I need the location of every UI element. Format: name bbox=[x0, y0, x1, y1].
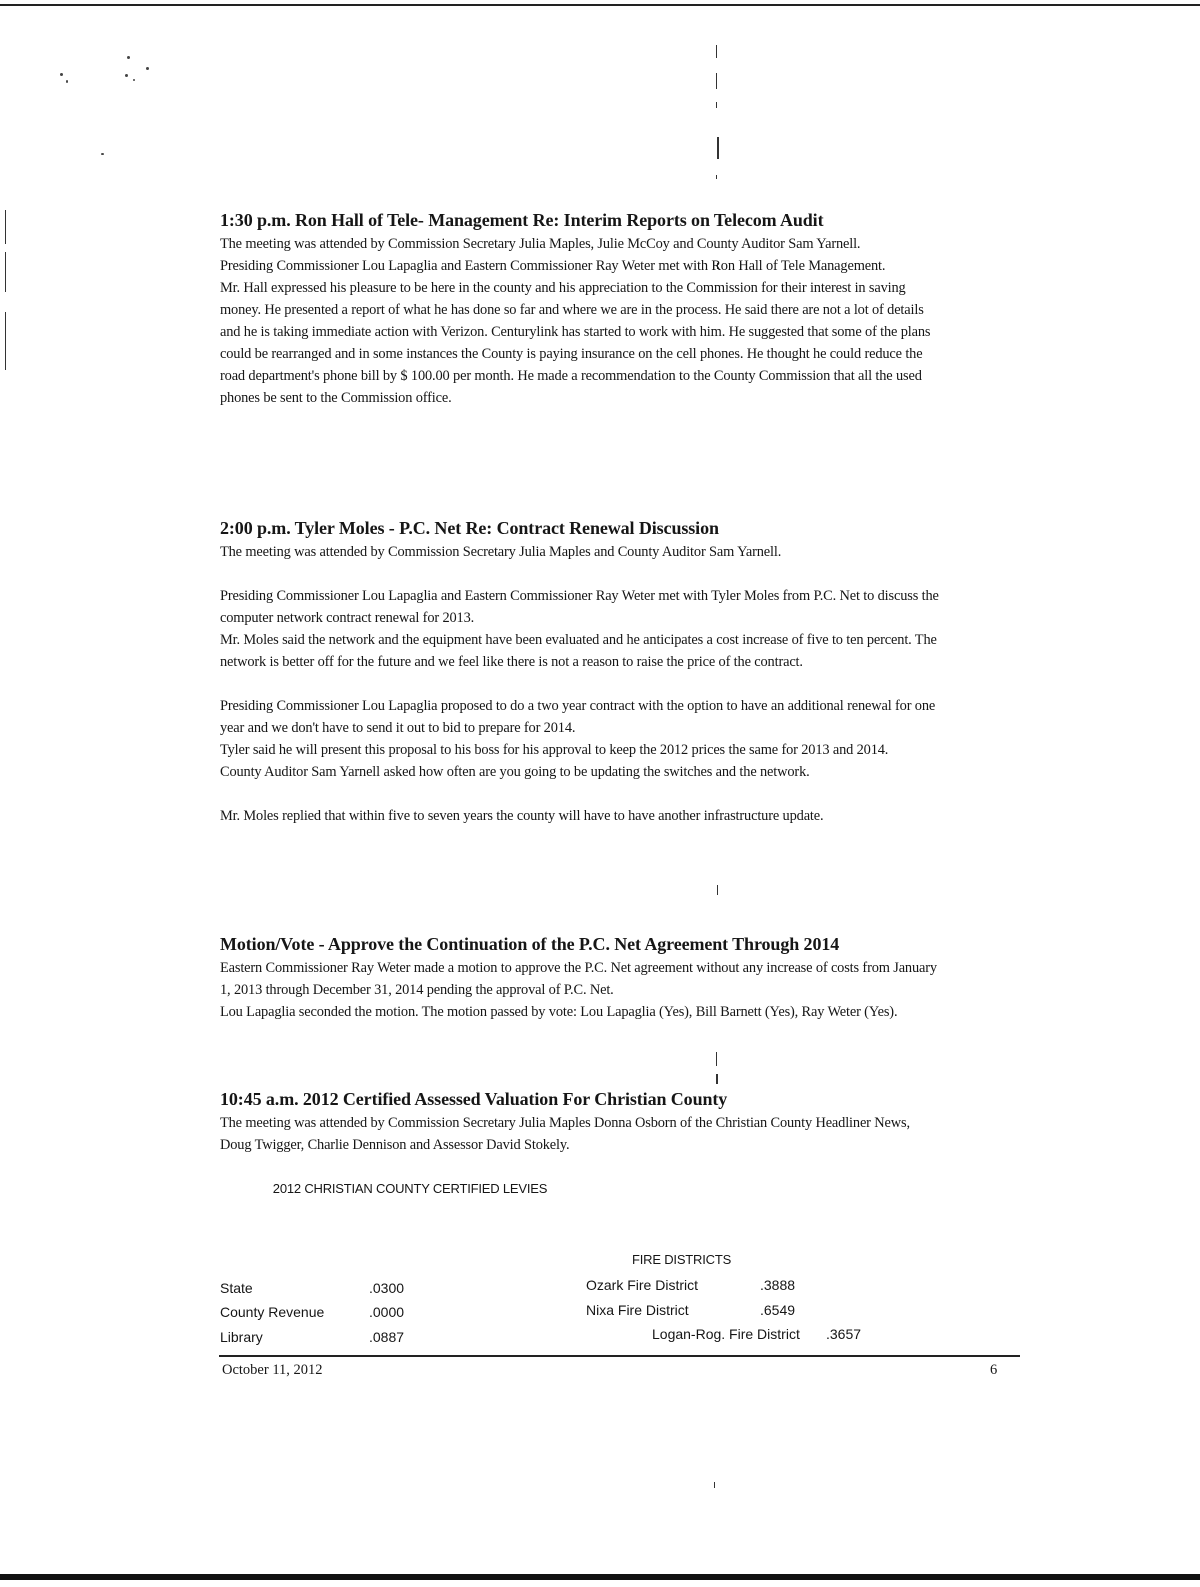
paragraph: Mr. Moles replied that within five to seven years the county will have to have another infrastructure update. bbox=[220, 808, 824, 824]
fire-district-value: .6549 bbox=[760, 1302, 796, 1318]
scan-mark bbox=[717, 137, 719, 159]
scan-mark bbox=[716, 175, 717, 179]
section-contract-renewal bbox=[220, 517, 940, 827]
paragraph: Presiding Commissioner Lou Lapaglia and Eastern Commissioner Ray Weter met with Ron Hall of Tele Management. bbox=[220, 258, 886, 274]
levy-name: State bbox=[220, 1280, 253, 1296]
paragraph: Presiding Commissioner Lou Lapaglia proposed to do a two year contract with the option to have an additional renewal for one year and we don't have to send it out to bid to prepare for 2014. bbox=[220, 698, 936, 736]
scan-speck bbox=[125, 74, 128, 77]
paragraph: Mr. Moles said the network and the equipment have been evaluated and he anticipates a cost increase of five to ten percent. The network is better off for the future and we feel like there is not a reason to raise the price of the contract. bbox=[220, 632, 937, 670]
fire-district-name: Logan-Rog. Fire District bbox=[652, 1326, 800, 1342]
scan-mark bbox=[716, 45, 717, 58]
fire-district-name: Ozark Fire District bbox=[586, 1277, 698, 1293]
fire-districts-title: FIRE DISTRICTS bbox=[632, 1252, 732, 1267]
section-heading: Motion/Vote - Approve the Continuation of the P.C. Net Agreement Through 2014 bbox=[220, 934, 840, 954]
scan-mark bbox=[717, 885, 718, 895]
levy-value: .0300 bbox=[369, 1280, 405, 1296]
levy-name: Library bbox=[220, 1329, 263, 1345]
scan-speck bbox=[146, 67, 149, 70]
scan-mark bbox=[716, 1052, 717, 1066]
margin-mark bbox=[5, 312, 6, 370]
paragraph: Tyler said he will present this proposal to his boss for his approval to keep the 2012 prices the same for 2013 and 2014. bbox=[220, 742, 889, 758]
levy-name: County Revenue bbox=[220, 1304, 325, 1320]
scan-mark bbox=[716, 102, 717, 108]
section-heading: 1:30 p.m. Ron Hall of Tele- Management Re: Interim Reports on Telecom Audit bbox=[220, 210, 824, 230]
paragraph: The meeting was attended by Commission Secretary Julia Maples Donna Osborn of the Christian County Headliner News, Doug Twigger, Charlie Dennison and Assessor David Stokely. bbox=[220, 1115, 910, 1153]
bottom-edge-rule bbox=[0, 1574, 1200, 1580]
scan-speck bbox=[133, 79, 135, 81]
section-heading: 2:00 p.m. Tyler Moles - P.C. Net Re: Contract Renewal Discussion bbox=[220, 518, 719, 538]
footer-date: October 11, 2012 bbox=[222, 1362, 323, 1378]
scan-mark bbox=[716, 73, 717, 89]
fire-district-value: .3657 bbox=[826, 1326, 862, 1342]
section-telecom-audit bbox=[220, 209, 940, 409]
scan-mark bbox=[716, 1074, 718, 1084]
paragraph: Lou Lapaglia seconded the motion. The motion passed by vote: Lou Lapaglia (Yes), Bill Barnett (Yes), Ray Weter (Yes). bbox=[220, 1004, 898, 1020]
margin-mark bbox=[5, 252, 6, 292]
section-assessed-valuation bbox=[220, 1088, 940, 1156]
top-edge-rule bbox=[0, 4, 1200, 6]
section-heading: 10:45 a.m. 2012 Certified Assessed Valuation For Christian County bbox=[220, 1089, 728, 1109]
fire-district-name: Nixa Fire District bbox=[586, 1302, 689, 1318]
section-motion-vote bbox=[220, 933, 940, 1023]
paragraph: Eastern Commissioner Ray Weter made a motion to approve the P.C. Net agreement without any increase of costs from January 1, 2013 through December 31, 2014 pending the approval of P.C. Net. bbox=[220, 960, 937, 998]
scan-speck bbox=[127, 56, 130, 59]
scan-speck bbox=[66, 80, 68, 83]
paragraph: Presiding Commissioner Lou Lapaglia and Eastern Commissioner Ray Weter met with Tyler Moles from P.C. Net to discuss the computer network contract renewal for 2013. bbox=[220, 588, 939, 626]
levies-title: 2012 CHRISTIAN COUNTY CERTIFIED LEVIES bbox=[272, 1181, 548, 1196]
margin-mark bbox=[5, 210, 6, 244]
paragraph: County Auditor Sam Yarnell asked how often are you going to be updating the switches and the network. bbox=[220, 764, 810, 780]
paragraph: The meeting was attended by Commission Secretary Julia Maples and County Auditor Sam Yarnell. bbox=[220, 544, 782, 560]
paragraph: The meeting was attended by Commission Secretary Julia Maples, Julie McCoy and County Auditor Sam Yarnell. bbox=[220, 236, 861, 252]
paragraph: Mr. Hall expressed his pleasure to be here in the county and his appreciation to the Commission for their interest in saving money. He presented a report of what he has done so far and where we are in the process. He said there are not a lot of details and he is taking immediate action with Verizon. Centurylink has started to work with him. He suggested that some of the plans could be rearranged and in some instances the County is paying insurance on the cell phones. He thought he could reduce the road department's phone bill by $ 100.00 per month. He made a recommendation to the County Commission that all the used phones be sent to the Commission office. bbox=[220, 280, 931, 406]
fire-district-value: .3888 bbox=[760, 1277, 796, 1293]
page-number: 6 bbox=[990, 1362, 998, 1378]
levy-value: .0000 bbox=[369, 1304, 405, 1320]
scan-speck bbox=[60, 73, 63, 76]
footer-rule bbox=[219, 1355, 1020, 1357]
levy-value: .0887 bbox=[369, 1329, 405, 1345]
scan-speck bbox=[101, 153, 104, 155]
scan-mark bbox=[714, 1482, 715, 1488]
